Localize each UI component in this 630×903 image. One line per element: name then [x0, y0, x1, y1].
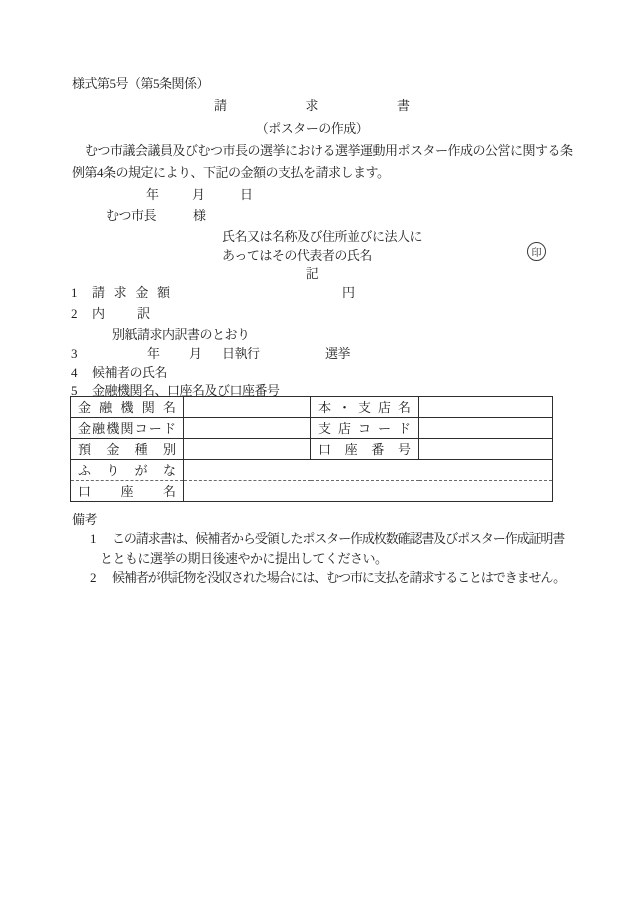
furigana-label: ふ り が な: [78, 462, 176, 478]
item2-number: 2: [71, 306, 77, 321]
ki-heading: 記: [305, 266, 319, 281]
item2-label: 内 訳: [92, 306, 150, 321]
account-number-label-cell: [311, 439, 419, 460]
item2-detail: 別紙請求内訳書のとおり: [112, 327, 250, 342]
deposit-type-label: 預 金 種 別: [78, 441, 176, 457]
declarant-line2: あってはその代表者の氏名: [222, 248, 372, 263]
table-row: [71, 439, 553, 460]
table-row: [71, 481, 553, 502]
item5-label: 金融機関名、口座名及び口座番号: [92, 383, 280, 398]
item1-unit: 円: [342, 285, 355, 300]
bank-table-wrapper: [70, 396, 553, 502]
seal-label: 印: [531, 248, 542, 259]
item1-number: 1: [71, 285, 77, 300]
bank-code-value-cell: [184, 418, 311, 439]
bank-account-table: [70, 396, 553, 502]
notes-header: 備考: [72, 512, 98, 527]
item3-exec-label: 日執行: [222, 346, 260, 361]
item3-election-label: 選挙: [325, 346, 351, 361]
bank-code-label: 金 融 機 関 コ ー ド: [78, 420, 176, 436]
item1-label: 請 求 金 額: [92, 285, 170, 300]
item3-month-label: 月: [189, 346, 202, 361]
table-row: [71, 397, 553, 418]
item3-number: 3: [71, 346, 77, 361]
document-subtitle: （ポスターの作成）: [255, 121, 369, 136]
note1-line2: とともに選挙の期日後速やかに提出してください。: [100, 551, 388, 566]
account-number-label: 口 座 番 号: [318, 441, 411, 457]
account-name-value-cell: [184, 481, 553, 502]
branch-code-label-cell: [311, 418, 419, 439]
branch-code-value-cell: [419, 418, 553, 439]
furigana-value-cell: [184, 460, 553, 481]
bank-code-label-cell: [71, 418, 184, 439]
branch-name-label: 本 ・ 支 店 名: [318, 399, 411, 415]
note2-number: 2: [90, 570, 96, 585]
body-paragraph-line1: むつ市議会議員及びむつ市長の選挙における選挙運動用ポスター作成の公営に関する条: [85, 143, 573, 158]
note1-number: 1: [90, 531, 96, 546]
note2-line1: 候補者が供託物を没収された場合には、むつ市に支払を請求することはできません。: [112, 570, 565, 585]
bank-name-label: 金 融 機 関 名: [78, 399, 176, 415]
item5-number: 5: [71, 383, 77, 398]
item4-number: 4: [71, 365, 77, 380]
account-number-value-cell: [419, 439, 553, 460]
furigana-label-cell: [71, 460, 184, 481]
form-number: 様式第5号（第5条関係）: [72, 76, 210, 91]
table-row: [71, 418, 553, 439]
addressee: むつ市長: [106, 208, 157, 223]
table-row: [71, 460, 553, 481]
bank-name-value-cell: [184, 397, 311, 418]
deposit-type-value-cell: [184, 439, 311, 460]
item3-year-label: 年: [147, 346, 160, 361]
date-year-label: 年: [146, 187, 159, 202]
date-day-label: 日: [240, 187, 253, 202]
branch-code-label: 支 店 コ ー ド: [318, 420, 411, 436]
document-title: 請 求 書: [214, 98, 410, 113]
bank-name-label-cell: [71, 397, 184, 418]
note1-line1: この請求書は、候補者から受領したポスター作成枚数確認書及びポスター作成証明書: [112, 531, 565, 546]
account-name-label: 口 座 名: [78, 483, 176, 499]
body-paragraph-line2: 例第4条の規定により、下記の金額の支払を請求します。: [72, 165, 390, 180]
declarant-line1: 氏名又は名称及び住所並びに法人に: [222, 229, 423, 244]
title-row: [72, 97, 552, 114]
seal-icon: [527, 242, 546, 261]
addressee-honorific: 様: [193, 208, 206, 223]
item4-label: 候補者の氏名: [92, 365, 168, 380]
account-name-label-cell: [71, 481, 184, 502]
branch-name-label-cell: [311, 397, 419, 418]
deposit-type-label-cell: [71, 439, 184, 460]
branch-name-value-cell: [419, 397, 553, 418]
date-month-label: 月: [192, 187, 205, 202]
